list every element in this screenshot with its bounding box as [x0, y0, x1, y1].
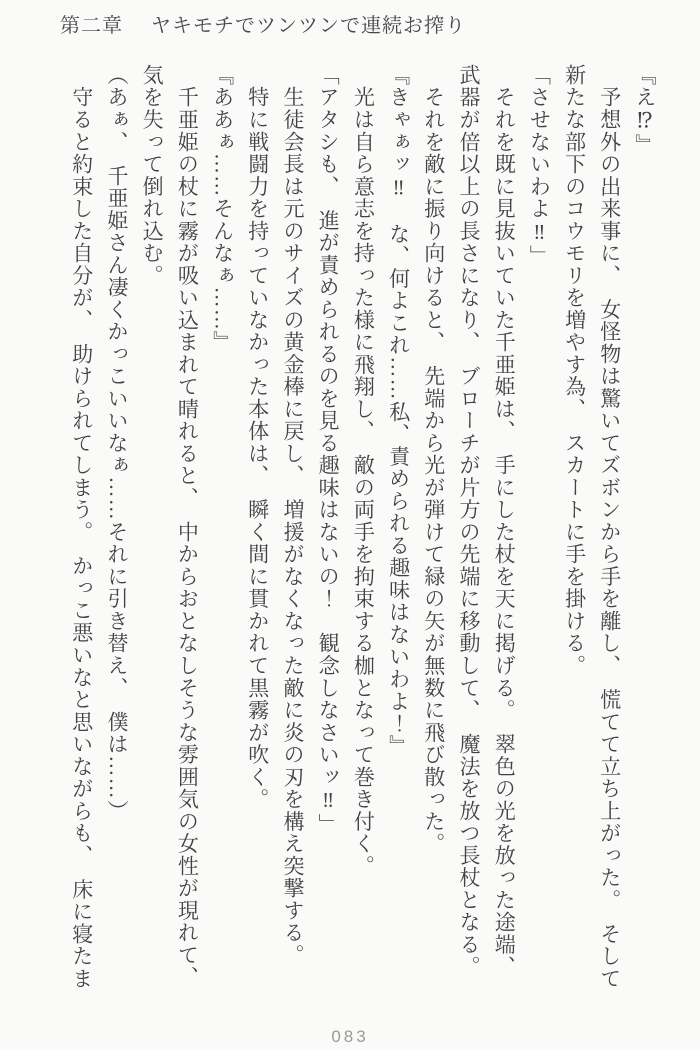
text-column: 守ると約束した自分が、 助けられてしまう。 かっこ悪いなと思いながらも、 床に寝たま — [69, 64, 94, 990]
text-column: 気を失って倒れ込む。 — [140, 64, 165, 287]
text-column: （あぁ、 千亜姫さん凄くかっこいいなぁ……それに引き替え、 僕は……） — [104, 64, 129, 823]
text-column: 生徒会長は元のサイズの黄金棒に戻し、 増援がなくなった敵に炎の刃を構え突撃する。 — [280, 64, 305, 967]
text-column: 『え⁉』 — [633, 64, 657, 157]
text-column: それを既に見抜いていた千亜姫は、 手にした杖を天に掲げる。 翠色の光を放った途端、 — [492, 64, 517, 978]
text-column: 特に戦闘力を持っていなかった本体は、 瞬く間に貫かれて黒霧が吹く。 — [245, 64, 270, 811]
text-column: 予想外の出来事に、 女怪物は驚いてズボンから手を離し、 慌てて立ち上がった。 そして — [597, 64, 622, 990]
text-column: 『きゃぁッ‼ な、何よこれ……私、責められる趣味はないわよ！』 — [386, 64, 411, 758]
text-column: 『ああぁ……そんなぁ……』 — [210, 64, 235, 354]
text-column: 武器が倍以上の長さになり、 ブローチが片方の先端に移動して、 魔法を放つ長杖となる。 — [456, 64, 481, 978]
text-column: 光は自ら意志を持った様に飛翔し、 敵の両手を拘束する枷となって巻き付く。 — [351, 64, 376, 878]
page-number: 083 — [331, 1027, 369, 1046]
chapter-title: ヤキモチでツンツンで連続お搾り — [151, 15, 466, 37]
text-column: 新たな部下のコウモリを増やす為、 スカートに手を掛ける。 — [562, 64, 587, 677]
chapter-label: 第二章 — [60, 15, 123, 37]
text-column: 千亜姫の杖に霧が吸い込まれて晴れると、 中からおとなしそうな雰囲気の女性が現れて、 — [175, 64, 200, 989]
page-header — [60, 9, 466, 38]
text-column: 「させないわよ‼」 — [527, 64, 552, 268]
text-column: それを敵に振り向けると、 先端から光が弾けて緑の矢が無数に飛び散った。 — [421, 64, 446, 855]
text-column: 「アタシも、 進が責められるのを見る趣味はないの！ 観念しなさいッ‼」 — [316, 64, 341, 836]
body-text — [62, 64, 662, 1019]
